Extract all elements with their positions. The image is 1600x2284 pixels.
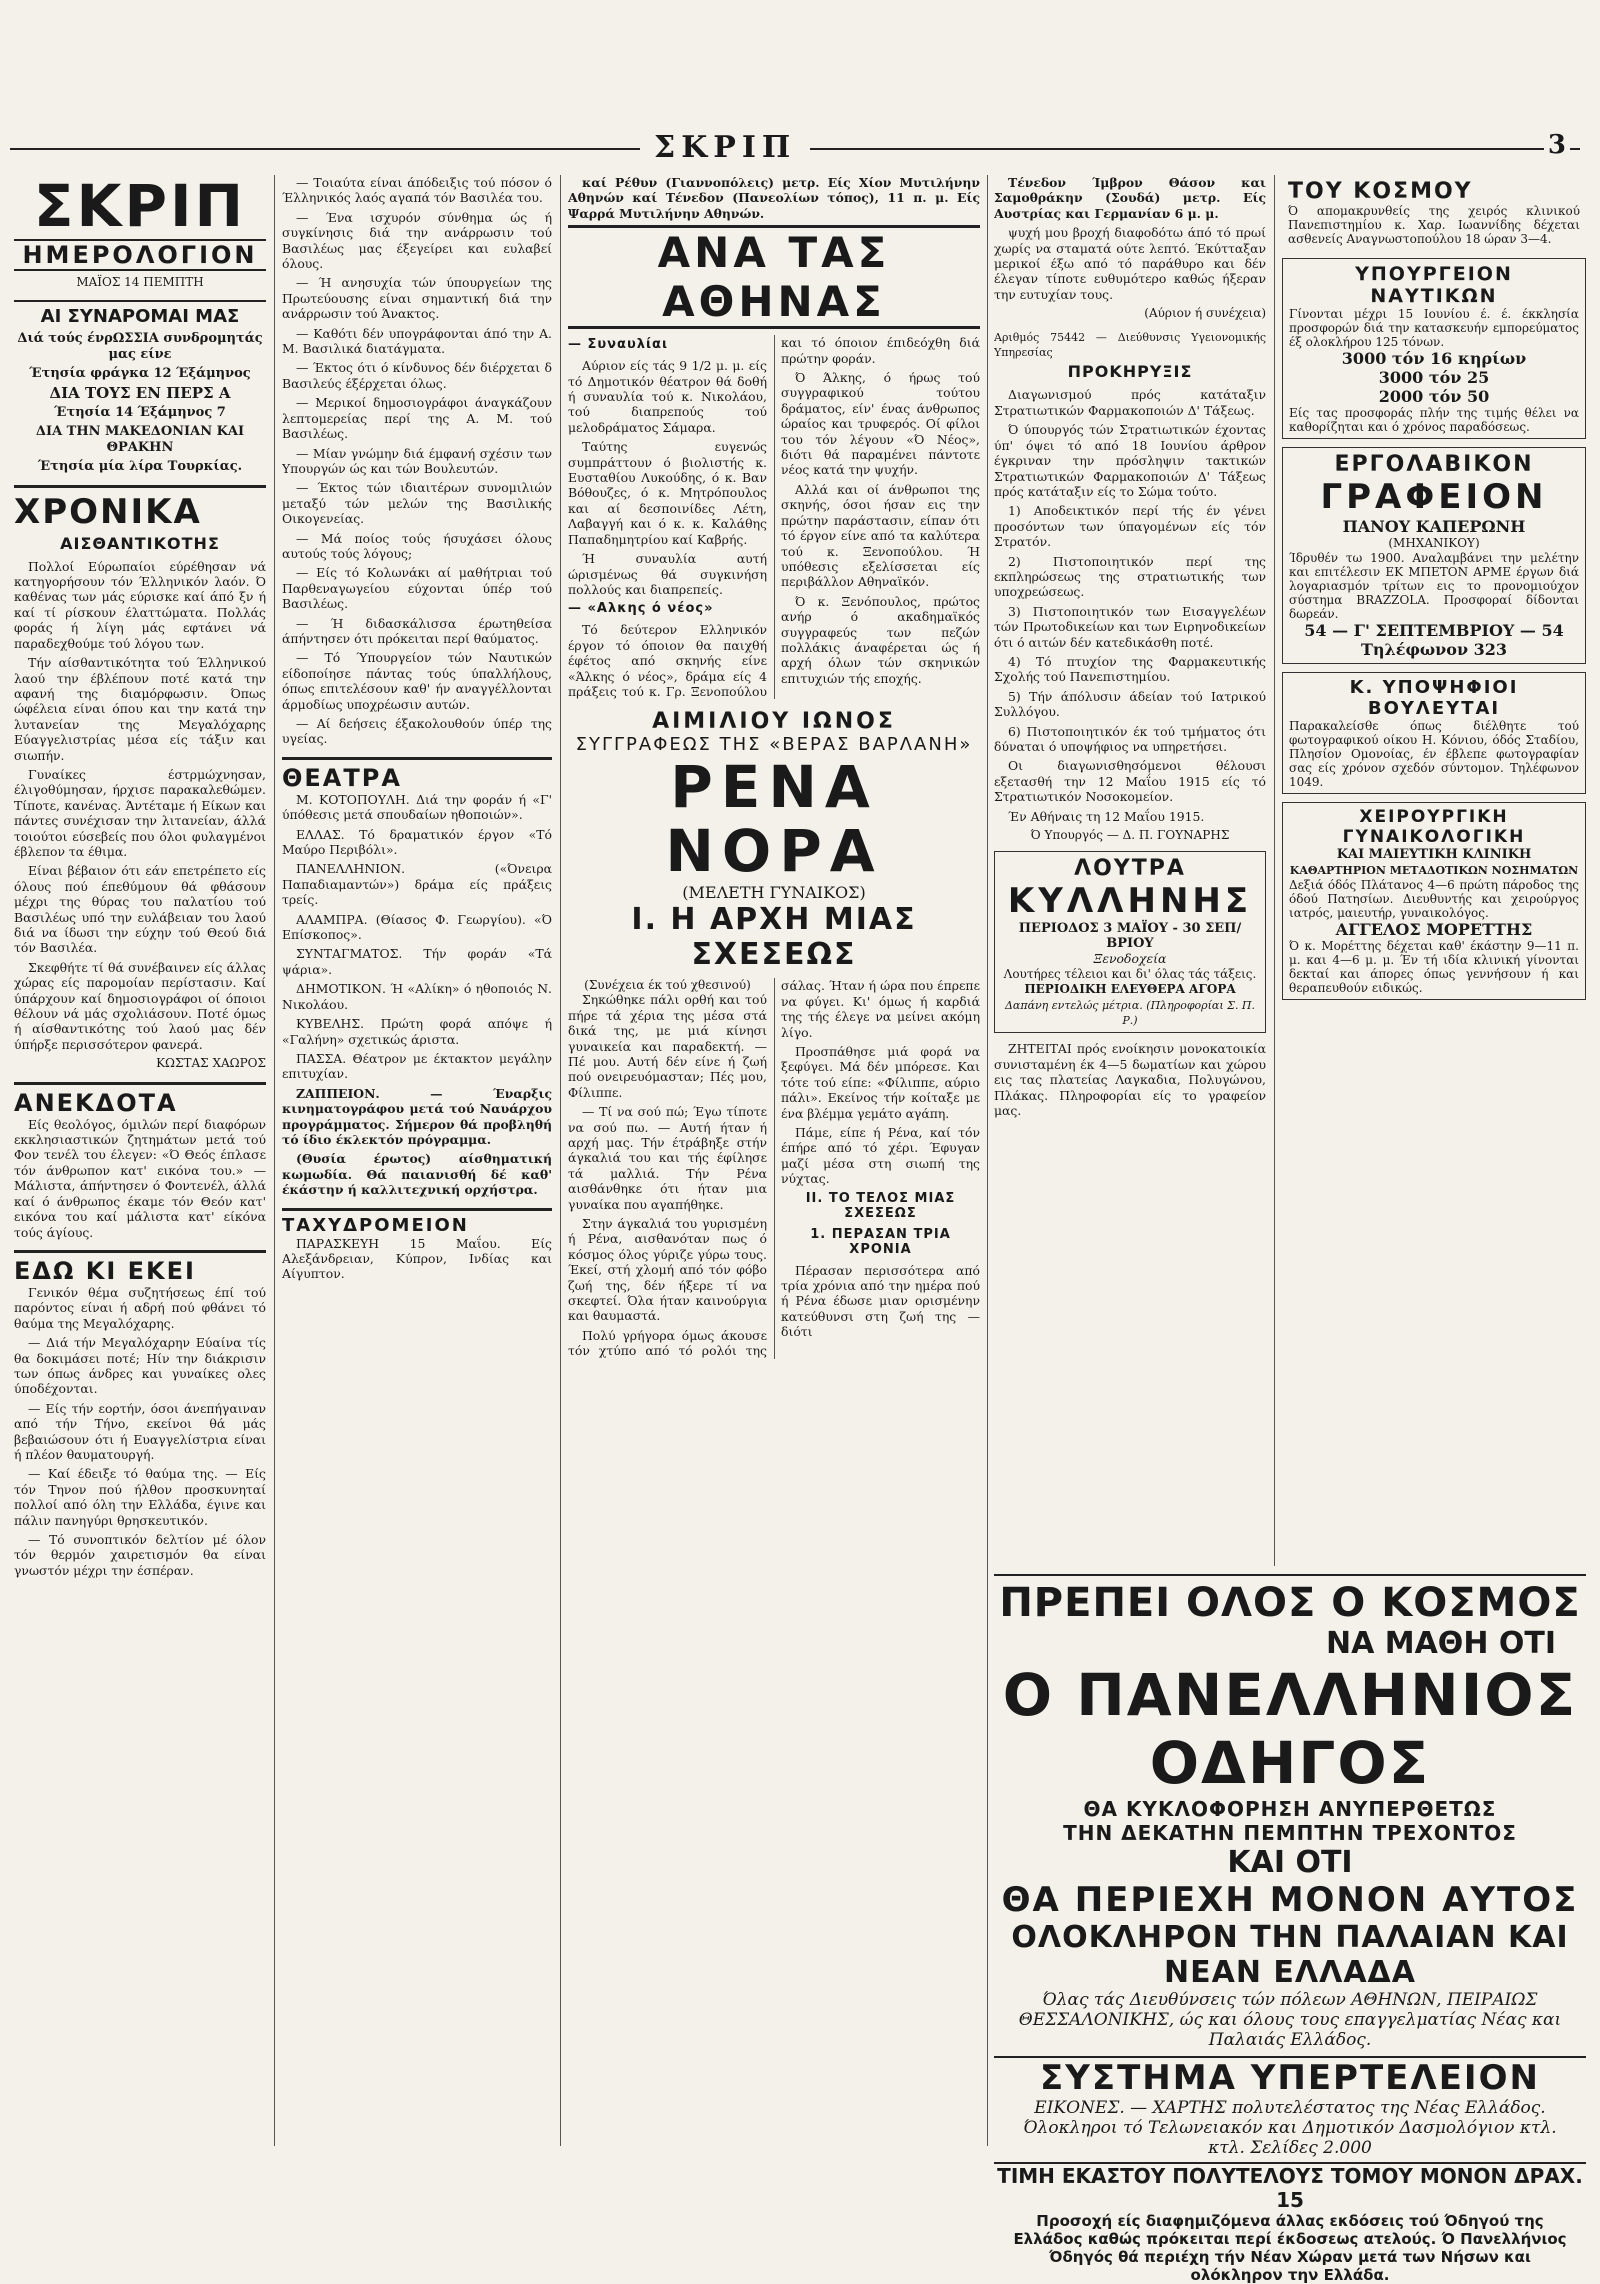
theatre-listing: ΖΑΠΠΕΙΟΝ. — Έναρξις κινηματογράφου μετά τού Ναυάρχου προγράμματος. Σήμερον θά προβληθή τό ίδιο έκλεκτόν πρόγραμμα. xyxy=(282,1085,552,1147)
notice-paragraph: Οι διαγωνισθησόμενοι θέλουσι εξετασθή την 12 Μαΐου 1915 είς τό Στρατιωτικόν Νοσοκομείον. xyxy=(994,758,1266,805)
ad-heading: ΤΟΥ ΚΟΣΜΟΥ xyxy=(1288,179,1473,204)
news-item: — Έκτος ότι ό κίνδυνος δέν διέρχεται δ Βασιλεύς έξέρχεται όλως. xyxy=(282,360,552,391)
news-item: — Μερικοί δημοσιογράφοι άναγκάζουν λεπτομερείας περί της Α. Μ. τού Βασιλέως. xyxy=(282,395,552,442)
column-3 xyxy=(568,175,980,2146)
advertisement-navy-ministry xyxy=(1282,258,1586,439)
classified-ad: ΖΗΤΕΙΤΑΙ πρός ενοίκησιν μονοκατοικία συνισταμένη έκ 4—5 δωματίων και χώρου εις τας πλατείας Λαγκαδια, Πολυγώνου, Πλάκας. Πληροφορίαι είς το γραφείον μας. xyxy=(994,1041,1266,1119)
masthead xyxy=(0,130,1600,170)
serial-paragraph: ψυχή μου βροχή διαφοδότω άπό τό πρωί χωρίς να σταματά ούτε λεπτό. Έκύτταξαν μερικοί έξω από τό παράθυρο και δέν έλεγαν τίποτε ευθυμότερο καθώς ήξεραν την ευτυχίαν τους. xyxy=(994,225,1266,302)
ad-telephone: Τηλέφωνον 323 xyxy=(1360,640,1508,660)
theatre-listing: ΠΑΣΣΑ. Θέατρον με έκτακτον μεγάλην επιτυχίαν. xyxy=(282,1050,552,1082)
section-heading-anecdotes: ΑΝΕΚΔΟΤΑ xyxy=(14,1082,266,1117)
theatre-listing: ΠΑΝΕΛΛΗΝΙΟΝ. («Όνειρα Παπαδιαμαντών») δράμα είς πράξεις τρείς. xyxy=(282,861,552,908)
notice-heading: ΠΡΟΚΗΡΥΞΙΣ xyxy=(1067,362,1193,382)
notice-paragraph: 5) Τήν άπόλυσιν άδείαν τού Ιατρικού Συλλόγου. xyxy=(994,688,1266,720)
news-item: — Είς τό Κολωνάκι αί μαθήτριαι τού Παρθεναγωγείου εύχονται ύπέρ τού Βασιλέως. xyxy=(282,565,552,612)
ad-text: Προσοχή είς διαφημιζόμενα άλλας εκδόσεις τού Όδηγού της Ελλάδος καθώς πρόκειται περί έκδοσεως ατελούς. Ό Πανελλήνιος Όδηγός θά περιέχη τήν Νέαν Χώραν μετά των Νήσων και ολόκληρον την Ελλάδα. xyxy=(1013,2212,1567,2284)
subscriptions-line: Έτησία μία λίρα Τουρκίας. xyxy=(37,459,243,475)
paper-title: ΣΚΡΙΠ xyxy=(33,175,247,240)
article-paragraph: — Διά τήν Μεγαλόχαρην Εύαίνα τίς θα δοκιμάσει ποτέ; Ηίν την διάκρισιν των όπως άνδρες και γυναίκες ολες ύποδέχονται. xyxy=(14,1335,266,1397)
news-item: — Ένα ισχυρόν σύνθημα ώς ή συγκίνησις διά την ανάρρωσιν τού Βασιλέως μας έξεγείρει και ευλαβεί όλους. xyxy=(282,209,552,272)
theatre-listing: ΚΥΒΕΛΗΣ. Πρώτη φορά απόψε ή «Γαλήνη» σχετικώς άριστα. xyxy=(282,1016,552,1047)
section-heading-post: ΤΑΧΥΔΡΟΜΕΙΟΝ xyxy=(282,1208,552,1236)
column-4 xyxy=(994,175,1266,1566)
ad-line: Δαπάνη εντελώς μέτρια. (Πληροφορίαι Σ. Π. Ρ.) xyxy=(1004,998,1256,1028)
ad-text: Δεξιά όδός Πλάτανος 4—6 πρώτη πάροδος της όδού Πατησίων. Διευθυντής και χειρούργος ιατρός, μαιευτήρ, γυναικολόγος. xyxy=(1289,878,1579,921)
news-item: — Ή διδασκάλισσα έρωτηθείσα άπήντησεν ότι πρόκειται περί θαύματος. xyxy=(282,615,552,646)
advertisement-doctor xyxy=(1282,175,1586,250)
subscriptions-heading: ΑΙ ΣΥΝΑΡΟΜΑΙ ΜΑΣ xyxy=(14,300,266,327)
subscriptions-line: Έτησία 14 Έξάμηνος 7 xyxy=(54,405,226,421)
article-paragraph: Είς θεολόγος, όμιλών περί διαφόρων εκκλησιαστικών ζητημάτων μετά τού Φον τενέλ του έλεγεν: «Ό Θεός έπλασε τόν άνθρωπον κατ' εικόνα του.» — Μάλιστα, άπήντησεν ό Φοντενέλ, άλλά καί ό άνθρωπος έκαμε τόν Θεόν κατ' εικόνα του καί μάλιστα κατ' είκόνα τούς άγίους. xyxy=(14,1116,266,1240)
column-1 xyxy=(14,175,266,2146)
notice-paragraph: 3) Πιστοποιητικόν των Εισαγγελέων τών Πρωτοδικείων και των Ειρηνοδικείων ότι ό αιτών δέν κατεδικάσθη ποτέ. xyxy=(994,603,1266,650)
news-item: — Καθότι δέν υπογράφονται άπό την Α. Μ. Βασιλικά διατάγματα. xyxy=(282,325,552,357)
serial-paragraph: Στην άγκαλιά του γυρισμένη ή Ρένα, αισθανόταν πως ό κόσμος όλος γύριζε γύρω τους. Έκεί, στή χλομή από τόν φόβο ζωή της, δέν ήξερε τί να σκεφτεί. Όλα ήταν καινούργια και θαυμαστά. xyxy=(568,1216,767,1324)
news-paragraph: Ό κ. Ξενόπουλος, πρώτος ανήρ ό ακαδημαϊκός συγγραφεύς των πεζών πολλάκις άναφέρεται ώς ή αρχή όλων τών σκηνικών επιτυχιών τής εποχής. xyxy=(781,593,980,686)
ad-line: ΤΗΝ ΔΕΚΑΤΗΝ ΠΕΜΠΤΗΝ ΤΡΕΧΟΝΤΟΣ xyxy=(1063,1821,1517,1845)
advertisement-clinic xyxy=(1282,802,1586,1000)
notice-paragraph: Ό ύπουργός τών Στρατιωτικών έχοντας ύπ' όψει τό από 18 Ιουνίου άρθρον έγκριναν την πρόσληψιν τακτικών Στρατιωτικών Φαρμακοποιών Δ' Τάξεως πρός κατάταξιν είς το Σώμα τούτο. xyxy=(994,422,1266,499)
ad-line: ΚΑΙ ΜΑΙΕΥΤΙΚΗ ΚΛΙΝΙΚΗ xyxy=(1336,847,1532,863)
news-item: — Τοιαύτα είναι άπόδειξις τού πόσον ό Έλληνικός λαός αγαπά τόν Βασιλέα του. xyxy=(282,175,552,206)
ad-line: ΣΥΣΤΗΜΑ ΥΠΕΡΤΕΛΕΙΟΝ xyxy=(994,2056,1586,2098)
advertisement-photographer xyxy=(1282,672,1586,794)
subscriptions-line: ΔΙΑ ΤΟΥΣ ΕΝ ΠΕΡΣ Α xyxy=(49,383,231,402)
serial-chapter: ΙΙ. ΤΟ ΤΕΛΟΣ ΜΙΑΣ ΣΧΕΣΕΩΣ xyxy=(805,1190,956,1221)
theatre-listing: ΔΗΜΟΤΙΚΟΝ. Ή «Αλίκη» ό ηθοποιός Ν. Νικολάου. xyxy=(282,981,552,1012)
section-heading-athens: ΑΝΑ ΤΑΣ ΑΘΗΝΑΣ xyxy=(568,225,980,329)
advertisement-contractor xyxy=(1282,447,1586,664)
news-paragraph: Αύριον είς τάς 9 1/2 μ. μ. είς τό Δημοτικόν θέατρον θά δοθή ή συναυλία τού κ. Νικολάου, τού διαπρεπούς τού μελοδράματος Σάμαρα. xyxy=(568,358,767,435)
notice-reference: Αριθμός 75442 — Διεύθυνσις Υγειονομικής Υπηρεσίας xyxy=(994,330,1266,360)
news-paragraph: Ή συναυλία αυτή ώρισμένως θά συγκινήση πολλούς και διαπρεπείς. xyxy=(568,551,767,597)
ad-name: ΑΓΓΕΛΟΣ ΜΟΡΕΤΤΗΣ xyxy=(1335,920,1533,940)
ad-heading: ΕΡΓΟΛΑΒΙΚΟΝ xyxy=(1334,452,1534,477)
news-paragraph: Αλλά και οί άνθρωποι της σκηνής, όσοι ήσαν εις την πρώτην παράστασιν, είπαν ότι τό έργον είνε από τα καλύτερα τού κ. Ξενοπούλου. Ή υπόθεσις εξελίσσεται είς περιβάλλον Αθηναϊκόν. xyxy=(781,481,980,590)
advertisement-panhellenic-guide xyxy=(994,1574,1586,2284)
ad-line: ΘΑ ΠΕΡΙΕΧΗ ΜΟΝΟΝ ΑΥΤΟΣ xyxy=(1001,1880,1579,1920)
serial-paragraph: Πέρασαν περισσότερα από τρία χρόνια από την ημέρα πού ή Ρένα έδωσε μιαν ορισμένην κατεύθυνσι στη ζωή της — διότι xyxy=(781,1262,980,1340)
article-paragraph: — Τό συνοπτικόν δελτίον μέ όλον τόν θερμόν χαιρετισμόν θα είναι γνωστόν μέχρι την έσπέραν. xyxy=(14,1532,266,1578)
ad-line: ΚΑΙ ΟΤΙ xyxy=(1227,1845,1353,1880)
ad-text: Ό κ. Μορέττης δέχεται καθ' έκάστην 9—11 π. μ. και 4—6 μ. μ. Έν τή ιδία κλινική γίνονται δεκταί και άπορες όπως γεννήσουν ή και θεραπευθούν ειδικώς. xyxy=(1289,939,1579,996)
ad-line: ΟΛΟΚΛΗΡΟΝ ΤΗΝ ΠΑΛΑΙΑΝ ΚΑΙ ΝΕΑΝ ΕΛΛΑΔΑ xyxy=(1011,1920,1569,1990)
section-heading-here-and-there: ΕΔΩ ΚΙ ΕΚΕΙ xyxy=(14,1250,266,1285)
ad-price: ΤΙΜΗ ΕΚΑΣΤΟΥ ΠΟΛΥΤΕΛΟΥΣ ΤΟΜΟΥ ΜΟΝΟΝ ΔΡΑΧ. 15 xyxy=(994,2162,1586,2212)
ad-line: Ξενοδοχεία xyxy=(1093,951,1167,967)
news-paragraph: Τό δεύτερον Ελληνικόν έργον τό όποιον θα παιχθή έφέτος από σκηνής είνε «Άλκης ό νέος», δράμα είς 4 πράξεις τού κ. Γρ. Ξενοπούλου και τό όποιον έπιδεόχθη διά πρώτην φοράν. xyxy=(568,335,980,699)
serial-chapter: Ι. Η ΑΡΧΗ ΜΙΑΣ ΣΧΕΣΕΩΣ xyxy=(631,902,917,973)
advertisement-baths xyxy=(994,851,1266,1033)
column-divider xyxy=(987,175,988,2146)
ad-line: (ΜΗΧΑΝΙΚΟΥ) xyxy=(1388,536,1480,550)
news-subheading: — «Αλκης ό νέος» xyxy=(568,601,714,617)
ad-title: Ο ΠΑΝΕΛΛΗΝΙΟΣ ΟΔΗΓΟΣ xyxy=(1002,1661,1578,1797)
serial-paragraph: Πάμε, είπε ή Ρένα, καί τόν έπήρε από τό χέρι. Έφυγαν μαζί μέσα στη σιωπή της νύχτας. xyxy=(781,1125,980,1187)
calendar-title: ΗΜΕΡΟΛΟΓΙΟΝ xyxy=(14,239,266,271)
ad-title: ΚΥΛΛΗΝΗΣ xyxy=(1007,881,1253,922)
notice-signature: Ό Υπουργός — Δ. Π. ΓΟΥΝΑΡΗΣ xyxy=(1030,828,1230,843)
serial-paragraph: Σηκώθηκε πάλι ορθή και τού πήρε τά χέρια της μέσα στά δικά της, με μιά κίνησι γυναικεία και παραδεκτή. — Πέ μου. Αυτή δέν είνε ή ζωή πού ονειρευόμασταν; Πές μου, Φίλιππε. xyxy=(568,992,767,1100)
theatre-listing: ΕΛΛΑΣ. Τό δραματικόν έργον «Τό Μαύρο Περιβόλι». xyxy=(282,826,552,858)
column-2 xyxy=(282,175,552,2146)
ad-line: 3000 τόν 16 κηρίων xyxy=(1341,349,1527,368)
theatre-listing: (Θυσία έρωτος) αίσθηματική κωμωδία. Θά παιανισθή δέ καθ' έκάστην ή καλλιτεχνική ορχήστρα. xyxy=(282,1151,552,1198)
news-paragraph: Ό Άλκης, ό ήρως τού συγγραφικού τούτου δράματος, είν' ένας άνθρωπος ώραίος και τρυφερός. Οί φίλοι του τόν λέγουν «Ό Νέος», διότι θά παραμένει πάντοτε νέος κατά την ψυχήν. xyxy=(781,370,980,478)
notice-paragraph: 4) Τό πτυχίον της Φαρμακευτικής Σχολής τού Πανεπιστημίου. xyxy=(994,653,1266,685)
news-item: — Έκτος τών ιδιαιτέρων συνομιλιών μεταξύ τών μελών της Βασιλικής Οικογενείας. xyxy=(282,480,552,527)
post-listing: Τένεδον Ίμβρον Θάσον και Σαμοθράκην (Σουδά) μετρ. Είς Αυστρίας και Γερμανίαν 6 μ. μ. xyxy=(994,175,1266,221)
article-paragraph: Σκεφθήτε τί θά συνέβαινεν είς άλλας χώρας είς παρομοίαν περίστασιν. Καί ύπάρχουν καί δημοσιογράφοι οί όποιοι θέλουν νά μάς σχολιάσουν. Ποτέ όμως ή αίσθαντικότης τού λαού μας δέν ύπήρξε περισσότερον φανερά. xyxy=(14,959,266,1052)
post-listing: καί Ρέθυν (Γιαννοπόλεις) μετρ. Είς Χίον Μυτιλήνην Αθηνών καί Τένεδον (Πανεολίων τόπος), 11 π. μ. Είς Ψαρρά Μυτιλήνην Αθηνών. xyxy=(568,175,980,221)
masthead-title: ΣΚΡΙΠ xyxy=(640,130,810,165)
ad-text: Παρακαλείσθε όπως διέλθητε τού φωτογραφικού οίκου Η. Κόνιου, όδός Σταδίου, Πλησίον Ομονοίας, έν έβλεπε φωτογραφίαν σας είς χρόνον σχεδόν σύντομον. Τηλέφωνον 1049. xyxy=(1289,719,1579,790)
column-divider xyxy=(560,175,561,2146)
theatre-listing: ΣΥΝΤΑΓΜΑΤΟΣ. Τήν φοράν «Τά ψάρια». xyxy=(282,946,552,977)
ad-heading: ΥΠΟΥΡΓΕΙΟΝ ΝΑΥΤΙΚΩΝ xyxy=(1355,263,1513,307)
news-item: — Μά ποίος τούς ήσυχάσει όλους αυτούς τούς λόγους; xyxy=(282,530,552,561)
article-paragraph: Γυναίκες έστρμώχνησαν, έλιγοθύμησαν, ήρχισε παρακαλεθώμεν. Τίποτε, κανένας. Άντέταμε ή Είκων και πάντες συνέχισαν την λιτανείαν, άλλά τοιούτοι εύσεβείς που όλοι φυλαγμένοι έβλεπον τα έθιμα. xyxy=(14,766,266,859)
news-item: — Τό Ύπουργείον τών Ναυτικών είδοποίησε πάντας τούς ύπαλλήλους, όπως επιτελέσουν καθ' ήν αναγγέλλονται άρμοδίως υποχρέωσιν αυτών. xyxy=(282,650,552,712)
serial-author: ΑΙΜΙΛΙΟΥ ΙΩΝΟΣ xyxy=(652,709,896,735)
news-paragraph: Ταύτης ευγενώς συμπράττουν ό βιολιστής κ. Ευσταθίου Λυκούδης, ό κ. Βαν Βόθουζες, ό κ. Μητρόπουλος και αί δεσποινίδες Λέτη, Λαβαγγή και ό κ. κ. Καλάθης Παπαδημητρίου καί Καβρής. xyxy=(568,439,767,547)
news-item: — Αί δεήσεις έξακολουθούν ύπέρ της υγείας. xyxy=(282,716,552,747)
serial-subtitle: (ΜΕΛΕΤΗ ΓΥΝΑΙΚΟΣ) xyxy=(682,883,866,903)
serial-paragraph: Πολύ γρήγορα όμως άκουσε τόν χτύπο από τό ρολόι της σάλας. Ήταν ή ώρα που έπρεπε να φύγει. Κι' όμως ή καρδιά της τής έλεγε να μείνει ακόμη λίγο. xyxy=(568,978,980,1359)
ad-text: ΕΙΚΟΝΕΣ. — ΧΑΡΤΗΣ πολυτελέστατος της Νέας Ελλάδος. Όλοκληροι τό Τελωνειακόν και Δημοτικόν Δασμολόγιον κτλ. κτλ. Σελίδες 2.000 xyxy=(1023,2098,1557,2158)
serial-columns xyxy=(568,978,980,1358)
ad-line: ΚΑΘΑΡΤΗΡΙΟΝ ΜΕΤΑΔΟΤΙΚΩΝ ΝΟΣΗΜΑΤΩΝ xyxy=(1289,863,1579,877)
page-number: 3 xyxy=(1544,130,1570,160)
serial-subchapter: 1. ΠΕΡΑΣΑΝ ΤΡΙΑ ΧΡΟΝΙΑ xyxy=(810,1226,951,1257)
notice-paragraph: 6) Πιστοποιητικόν έκ τού τμήματος ότι δύναται ό υποψήφιος να υπηρετήσει. xyxy=(994,723,1266,754)
post-listing: ΠΑΡΑΣΚΕΥΗ 15 Μαΐου. Είς Αλεξάνδρειαν, Κύπρον, Ινδίας και Αίγυπτον. xyxy=(282,1235,552,1282)
section-heading-theatres: ΘΕΑΤΡΑ xyxy=(282,757,552,792)
ad-heading: Κ. ΥΠΟΨΗΦΙΟΙ ΒΟΥΛΕΥΤΑΙ xyxy=(1349,677,1519,720)
article-paragraph: — Καί έδειξε τό θαύμα της. — Είς τόν Τηνον πού ήλθον προσκυνηταί πολλοί από όλη την Ελλάδα, έγινε και πάλιν πανηγύρι θρησκευτικόν. xyxy=(14,1466,266,1528)
ad-text: Όλας τάς Διευθύνσεις τών πόλεων ΑΘΗΝΩΝ, ΠΕΙΡΑΙΩΣ ΘΕΣΣΑΛΟΝΙΚΗΣ, ώς και όλους τους επαγγελματίας Νέας και Παλαιάς Ελλάδος. xyxy=(1018,1990,1562,2050)
column-5 xyxy=(1282,175,1586,1566)
article-paragraph: Γενικόν θέμα συζητήσεως έπί τού παρόντος είναι ή αδρή πού φθάνει τό θαύμα της Μεγαλόχαρης. xyxy=(14,1284,266,1331)
article-paragraph: Είναι βέβαιον ότι εάν επετρέπετο είς όλους πού έπεθύμουν θά φθάσουν μέχρι της θύρας του παλατίου τού Βασιλέως υπό την ευλάβειαν του λαού διά να ίδωσι την εύχην τού Θεού διά τόν Βασιλέα. xyxy=(14,863,266,956)
notice-paragraph: 2) Πιστοποιητικόν περί της εκπληρώσεως της στρατιωτικής των υποχρεώσεως. xyxy=(994,553,1266,600)
subscriptions-line: Διά τούς ένρΩΣΣΙΑ συνδρομητάς μας είνε xyxy=(17,331,263,362)
subscriptions-line: ΔΙΑ ΤΗΝ ΜΑΚΕΔΟΝΙΑΝ ΚΑΙ ΘΡΑΚΗΝ xyxy=(35,424,245,455)
column-divider xyxy=(274,175,275,2146)
ad-heading: ΧΕΙΡΟΥΡΓΙΚΗ ΓΥΝΑΙΚΟΛΟΓΙΚΗ xyxy=(1342,807,1526,848)
ad-line: 3000 τόν 25 xyxy=(1378,368,1490,387)
article-paragraph: Τήν αίσθαντικότητα τού Έλληνικού λαού την έβλέπουν ποτέ κατά την αφανή της διαμόρφωσιν. Όπως ώφέλεια είναι όπου και την κατά την λυτανείαν της Μεγαλόχαρης Εύαγγελιστρίας μέσα είς τάξιν και σιωπήν. xyxy=(14,655,266,763)
serial-title: ΡΕΝΑ ΝΟΡΑ xyxy=(665,753,883,886)
ad-name: ΠΑΝΟΥ ΚΑΠΕΡΩΝΗ xyxy=(1342,517,1526,536)
ad-title: ΓΡΑΦΕΙΟΝ xyxy=(1320,477,1548,517)
column-divider xyxy=(1274,175,1275,1566)
serial-paragraph: — Τί να σού πώ; Έγω τίποτε να σού πω. — Αυτή ήταν ή αρχή μας. Τήν έτράβηξε στήν άγκαλιά του και τής έφίλησε τά μαλλιά. Τήν Ρένα αισθάνθηκε ότι ήταν μια γυναίκα που αγαπήθηκε. xyxy=(568,1104,767,1212)
theatre-listing: ΑΛΑΜΠΡΑ. (Θίασος Φ. Γεωργίου). «Ό Επίσκοπος». xyxy=(282,911,552,943)
ad-line: ΠΕΡΙΟΔΙΚΗ ΕΛΕΥΘΕΡΑ ΑΓΟΡΑ xyxy=(1024,982,1236,997)
news-item: — Μίαν γνώμην διά έμφανή σχέσιν των Υπουργών ώς και τών Βουλευτών. xyxy=(282,445,552,476)
ad-line: ΝΑ ΜΑΘΗ ΟΤΙ xyxy=(1325,1626,1556,1661)
ad-text: Είς τας προσφοράς πλήν της τιμής θέλει να καθορίζηται και ό χρόνος παραδόσεως. xyxy=(1289,406,1579,434)
serial-continued-note: (Συνέχεια έκ τού χθεσινού) xyxy=(584,978,751,993)
serial-author-note: ΣΥΓΓΡΑΦΕΩΣ ΤΗΣ «ΒΕΡΑΣ ΒΑΡΛΑΝΗ» xyxy=(575,734,973,756)
notice-paragraph: Διαγωνισμού πρός κατάταξιν Στρατιωτικών Φαρμακοποιών Δ' Τάξεως. xyxy=(994,387,1266,418)
section-heading-chronicles: ΧΡΟΝΙΚΑ xyxy=(14,485,266,532)
news-item: — Ή ανησυχία τών ύπουργείων της Πρωτεύουσης είναι σημαντική διά την ανάρρωσιν τού Άνακτος. xyxy=(282,275,552,322)
article-paragraph: Πολλοί Εύρωπαίοι εύρέθησαν νά κατηγορήσουν τόν Έλληνικόν λαόν. Ό καθένας των μάς εύρισκε καί άπό ξν ή καί τί ρίσκουν έλαττώματα. Πολλάς φοράς ή λίγη μάς εφτάνει νά παραδεχθούμε τού λόγου των. xyxy=(14,558,266,651)
notice-paragraph: 1) Αποδεικτικόν περί τής έν γένει προσόντων των ύπαγομένων είς τόν Στρατόν. xyxy=(994,503,1266,550)
ad-line: ΠΡΕΠΕΙ ΟΛΟΣ Ο ΚΟΣΜΟΣ xyxy=(999,1580,1581,1626)
ad-text: Ό απομακρυνθείς της χειρός κλινικού Πανεπιστημίου κ. Χαρ. Ιωαννίδης δέχεται ασθενείς Αναγνωστοπούλου 18 ώραν 3—4. xyxy=(1288,204,1580,246)
ad-text: Γίνονται μέχρι 15 Ιουνίου έ. έ. έκκλησία προσφορών διά την κατασκευήν εμπορεύματος έξ ολοκλήρου 125 τόνων. xyxy=(1289,307,1579,349)
athens-columns xyxy=(568,335,980,699)
ad-line: Λουτήρες τέλειοι και δι' όλας τάς τάξεις. xyxy=(1003,966,1257,981)
serial-continuation: (Αύριον ή συνέχεια) xyxy=(1144,306,1266,321)
serial-paragraph: Προσπάθησε μιά φορά να ξεφύγει. Μά δέν μπόρεσε. Και τότε τού είπε: «Φίλιππε, αύριο πάλι». Εκείνος τήν κοίταξε με ένα βλέμμα γεμάτο αγάπη. xyxy=(781,1043,980,1121)
dateline: ΜΑΪΟΣ 14 ΠΕΜΠΤΗ xyxy=(76,275,204,289)
article-title: ΑΙΣΘΑΝΤΙΚΟΤΗΣ xyxy=(60,533,220,553)
ad-line: ΘΑ ΚΥΚΛΟΦΟΡΗΣΗ ΑΝΥΠΕΡΘΕΤΩΣ xyxy=(1083,1797,1497,1821)
theatre-listing: Μ. ΚΟΤΟΠΟΥΛΗ. Διά την φοράν ή «Γ' ύπόθεσις μετά σπουδαίων ηθοποιών». xyxy=(282,791,552,823)
subscriptions-line: Έτησία φράγκα 12 Έξάμηνος xyxy=(29,366,251,382)
notice-paragraph: Έν Αθήναις τη 12 Μαΐου 1915. xyxy=(1008,808,1205,824)
news-subheading: — Συναυλίαι xyxy=(568,337,669,353)
ad-line: ΠΕΡΙΟΔΟΣ 3 ΜΑΪΟΥ - 30 ΣΕΠ/ΒΡΙΟΥ xyxy=(1018,921,1242,952)
ad-text: Ίδρυθέν τω 1900. Αναλαμβάνει την μελέτην και επιτέλεσιν ΕΚ ΜΠΕΤΟΝ ΑΡΜΕ έργων διά λογαριασμόν τρίτων εις το προνομιούχον σύστημα BRAZZOLA. Προσφοραί δίδονται δωρεάν. xyxy=(1289,551,1579,622)
article-paragraph: — Είς τήν εορτήν, όσοι άνεπήγαιναν από τήν Τήνο, εκείνοι θά μάς βεβαιώσουν ότι ή Ευαγγελίστρια είναι ή πλέον θαυματουργή. xyxy=(14,1400,266,1462)
ad-line: 2000 τόν 50 xyxy=(1378,387,1490,406)
ad-address: 54 — Γ' ΣΕΠΤΕΜΒΡΙΟΥ — 54 xyxy=(1304,621,1564,641)
ad-heading: ΛΟΥΤΡΑ xyxy=(1074,856,1186,882)
article-signature: ΚΩΣΤΑΣ ΧΑΩΡΟΣ xyxy=(156,1056,266,1071)
